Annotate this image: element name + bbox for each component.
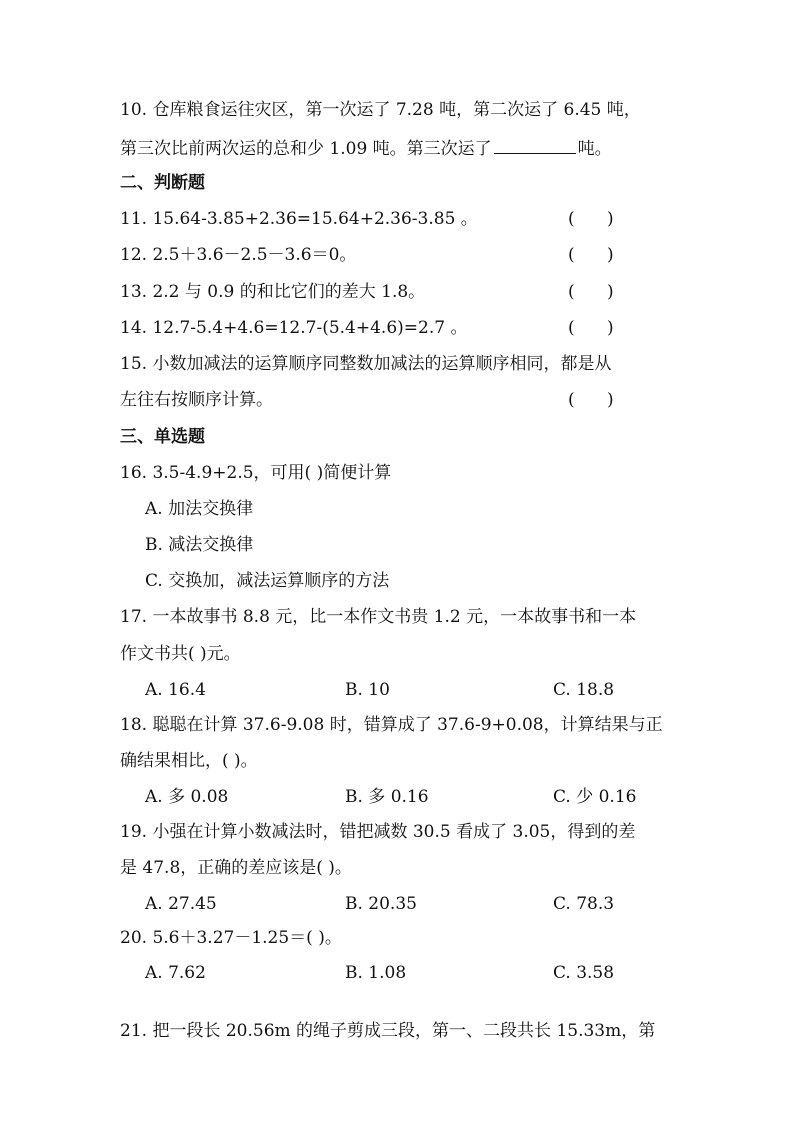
q19-option-a[interactable]: A. 27.45 [145,894,217,914]
q10-answer-blank[interactable] [494,135,576,154]
q17-option-a[interactable]: A. 16.4 [145,680,206,700]
q10-line2-after: 吨。 [577,139,612,159]
q11-answer-paren[interactable]: ( ) [568,209,614,229]
q19-option-c[interactable]: C. 78.3 [553,894,615,914]
q19-option-b[interactable]: B. 20.35 [345,894,417,914]
q18-option-b[interactable]: B. 多 0.16 [345,787,429,807]
q10-line2 [120,135,680,160]
section-title-judgement: 二、判断题 [120,173,205,193]
q16-stem: 16. 3.5-4.9+2.5，可用( )简便计算 [120,463,392,483]
q18-option-a[interactable]: A. 多 0.08 [145,787,229,807]
q15-line1: 15. 小数加减法的运算顺序同整数加减法的运算顺序相同，都是从 [120,354,612,374]
q19-line2: 是 47.8，正确的差应该是( )。 [120,858,352,878]
q11-text: 11. 15.64-3.85+2.36=15.64+2.36-3.85 。 [120,209,478,229]
q17-option-c[interactable]: C. 18.8 [553,680,615,700]
q13-answer-paren[interactable]: ( ) [568,282,614,302]
q18-line1: 18. 聪聪在计算 37.6-9.08 时，错算成了 37.6-9+0.08，计算结果与正 [120,715,663,735]
q18-line2: 确结果相比，( )。 [120,751,258,771]
q15-answer-paren[interactable]: ( ) [568,390,614,410]
q21-line1: 21. 把一段长 20.56m 的绳子剪成三段，第一、二段共长 15.33m，第 [120,1021,656,1041]
q10-line2-before: 第三次比前两次运的总和少 1.09 吨。第三次运了 [120,139,492,159]
q14-text: 14. 12.7-5.4+4.6=12.7-(5.4+4.6)=2.7 。 [120,318,468,338]
q20-option-c[interactable]: C. 3.58 [553,963,615,983]
q20-stem: 20. 5.6＋3.27－1.25＝( )。 [120,928,342,948]
q20-option-a[interactable]: A. 7.62 [145,963,206,983]
q16-option-c[interactable]: C. 交换加，减法运算顺序的方法 [145,571,390,591]
q10-line1: 10. 仓库粮食运往灾区，第一次运了 7.28 吨，第二次运了 6.45 吨， [120,100,641,120]
q15-line2: 左往右按顺序计算。 [120,390,273,410]
q12-text: 12. 2.5＋3.6－2.5－3.6＝0。 [120,245,357,265]
q16-option-b[interactable]: B. 减法交换律 [145,535,254,555]
q17-option-b[interactable]: B. 10 [345,680,390,700]
q20-option-b[interactable]: B. 1.08 [345,963,407,983]
q19-line1: 19. 小强在计算小数减法时，错把减数 30.5 看成了 3.05，得到的差 [120,822,636,842]
q17-line2: 作文书共( )元。 [120,644,241,664]
section-title-single-choice: 三、单选题 [120,427,205,447]
q13-text: 13. 2.2 与 0.9 的和比它们的差大 1.8。 [120,282,426,302]
q16-option-a[interactable]: A. 加法交换律 [145,499,254,519]
q18-option-c[interactable]: C. 少 0.16 [553,787,637,807]
q17-line1: 17. 一本故事书 8.8 元，比一本作文书贵 1.2 元，一本故事书和一本 [120,607,637,627]
q14-answer-paren[interactable]: ( ) [568,318,614,338]
q12-answer-paren[interactable]: ( ) [568,245,614,265]
